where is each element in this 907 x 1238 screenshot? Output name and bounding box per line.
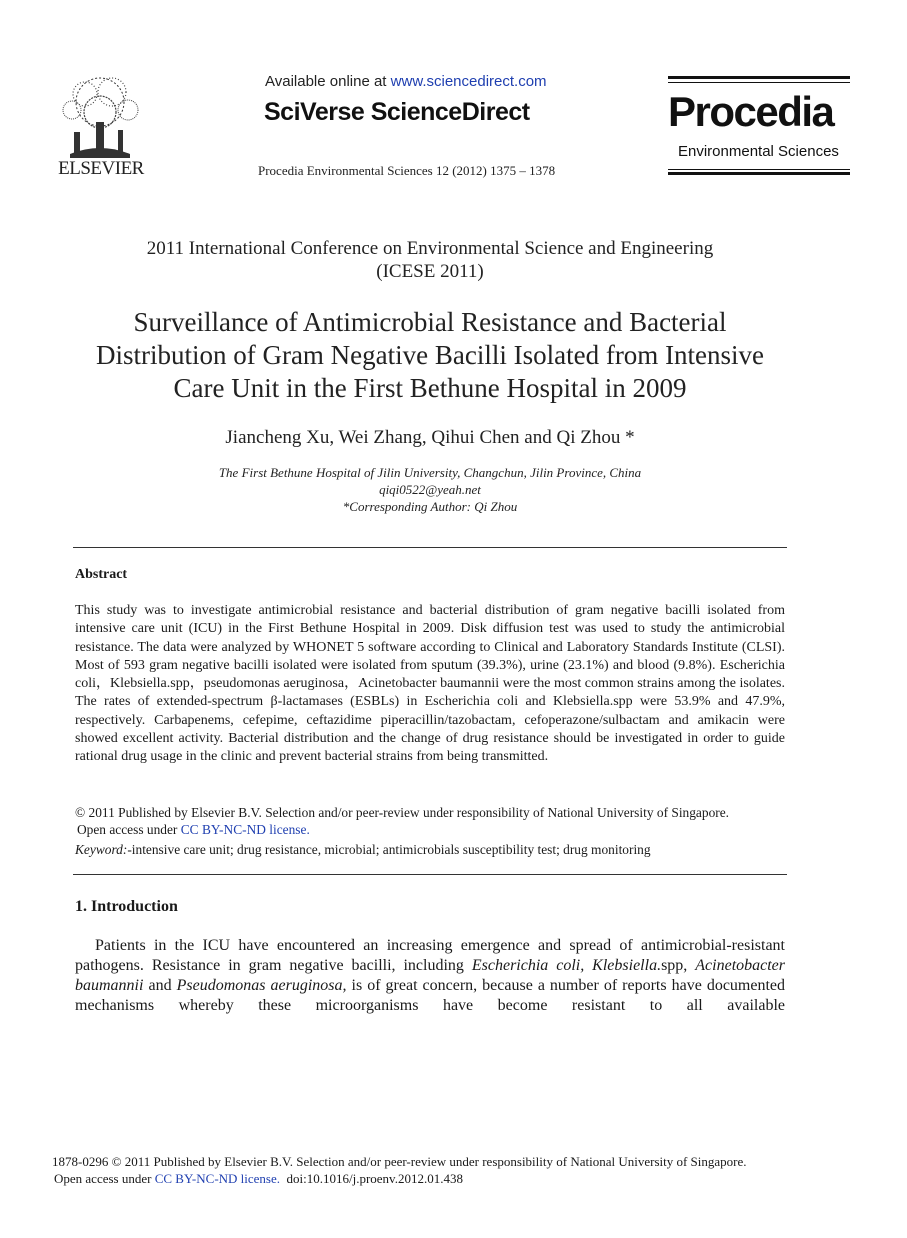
footer-open-access (54, 1171, 463, 1187)
conference-name: 2011 International Conference on Environmental Science and Engineering (146, 238, 714, 259)
keyword-label: Keyword: (75, 842, 128, 857)
section-heading-introduction: 1. Introduction (75, 898, 178, 915)
corresponding-author: *Corresponding Author: Qi Zhou (342, 499, 518, 514)
brand-rule-bottom (668, 172, 850, 175)
keywords (75, 842, 651, 858)
platform-name: SciVerse ScienceDirect (264, 98, 530, 126)
intro-species-2: Acinetobacter baumannii (75, 957, 786, 994)
author-email: qiqi0522@yeah.net (379, 482, 481, 497)
intro-species-3: Pseudomonas aeruginosa, (176, 977, 347, 994)
author-list: Jiancheng Xu, Wei Zhang, Qihui Chen and Qi Zhou * (225, 427, 635, 448)
footer-copyright: 1878-0296 © 2011 Published by Elsevier B.V. Selection and/or peer-review under responsibility of National University of Singapore. (52, 1154, 747, 1169)
keyword-list: -intensive care unit; drug resistance, microbial; antimicrobials susceptibility test; drug monitoring (127, 842, 651, 857)
intro-text-2: spp, (661, 957, 696, 974)
brand-rule-bottom-thin (668, 169, 850, 170)
conference-acronym: (ICESE 2011) (376, 261, 484, 282)
paper-title (40, 306, 820, 405)
open-access-prefix: Open access under (77, 822, 181, 837)
footer-open-access-prefix: Open access under (54, 1171, 155, 1186)
intro-text-3: and (143, 977, 177, 994)
divider-top (73, 547, 787, 548)
license-link[interactable]: CC BY-NC-ND license. (180, 822, 310, 837)
sciencedirect-link[interactable]: www.sciencedirect.com (390, 73, 547, 90)
footer-license-link[interactable]: CC BY-NC-ND license. (154, 1171, 281, 1186)
availability-note (265, 73, 547, 90)
abstract-heading: Abstract (75, 567, 128, 582)
affiliation: The First Bethune Hospital of Jilin University, Changchun, Jilin Province, China (218, 465, 642, 480)
introduction-paragraph (75, 936, 785, 1016)
footer-doi: doi:10.1016/j.proenv.2012.01.438 (280, 1171, 463, 1186)
journal-reference: Procedia Environmental Sciences 12 (2012) 1375 – 1378 (258, 163, 556, 178)
journal-brand-logo (668, 76, 850, 176)
availability-prefix: Available online at (265, 73, 391, 90)
title-line-2: Distribution of Gram Negative Bacilli Isolated from Intensive (95, 340, 765, 370)
intro-species-1: Escherichia coli, Klebsiella. (471, 957, 662, 974)
journal-brand: Procedia (668, 88, 834, 135)
journal-subtitle: Environmental Sciences (678, 143, 839, 160)
copyright-notice: © 2011 Published by Elsevier B.V. Selection and/or peer-review under responsibility of National University of Singapore. (75, 805, 730, 820)
open-access-notice (77, 822, 310, 838)
brand-rule-top-thin (668, 82, 850, 83)
divider-bottom (73, 874, 787, 875)
intro-text-1: Patients in the ICU have encountered an increasing emergence and spread of antimicrobial-resistant pathogens. Resistance in gram negative bacilli, including (75, 937, 785, 974)
title-line-1: Surveillance of Antimicrobial Resistance and Bacterial (133, 307, 727, 337)
brand-rule-top (668, 76, 850, 79)
intro-text-4: is of great concern, because a number of reports have documented mechanisms whereby these microorganisms have become resistant to all available (75, 977, 786, 1014)
abstract-body: This study was to investigate antimicrobial resistance and bacterial distribution of gram negative bacilli isolated from intensive care unit (ICU) in the First Bethune Hospital in 2009. Disk diffusion test was used to study the antimicrobial resistance. The data were analyzed by WHONET 5 software according to Clinical and Laboratory Standards Institute (CLSI). Most of 593 gram negative bacilli isolated were isolated from sputum (39.3%), urine (23.1%) and blood (9.8%). Escherichia coli，Klebsiella.spp，pseudomonas aeruginosa，Acinetobacter baumannii were the most common strains among the isolates. The rates of extended-spectrum β-lactamases (ESBLs) in Escherichia coli and Klebsiella.spp were 53.9% and 47.9%, respectively. Carbapenems, cefepime, ceftazidime piperacillin/tazobactam, cefoperazone/sulbactam and amikacin were showed excellent activity. Bacterial distribution and the change of drug resistance should be investigated in order to guide rational drug usage in the clinic and prevent bacterial strains from being transmitted. (75, 603, 785, 765)
title-line-3: Care Unit in the First Bethune Hospital in 2009 (173, 373, 687, 403)
publisher-name: ELSEVIER (58, 158, 144, 179)
